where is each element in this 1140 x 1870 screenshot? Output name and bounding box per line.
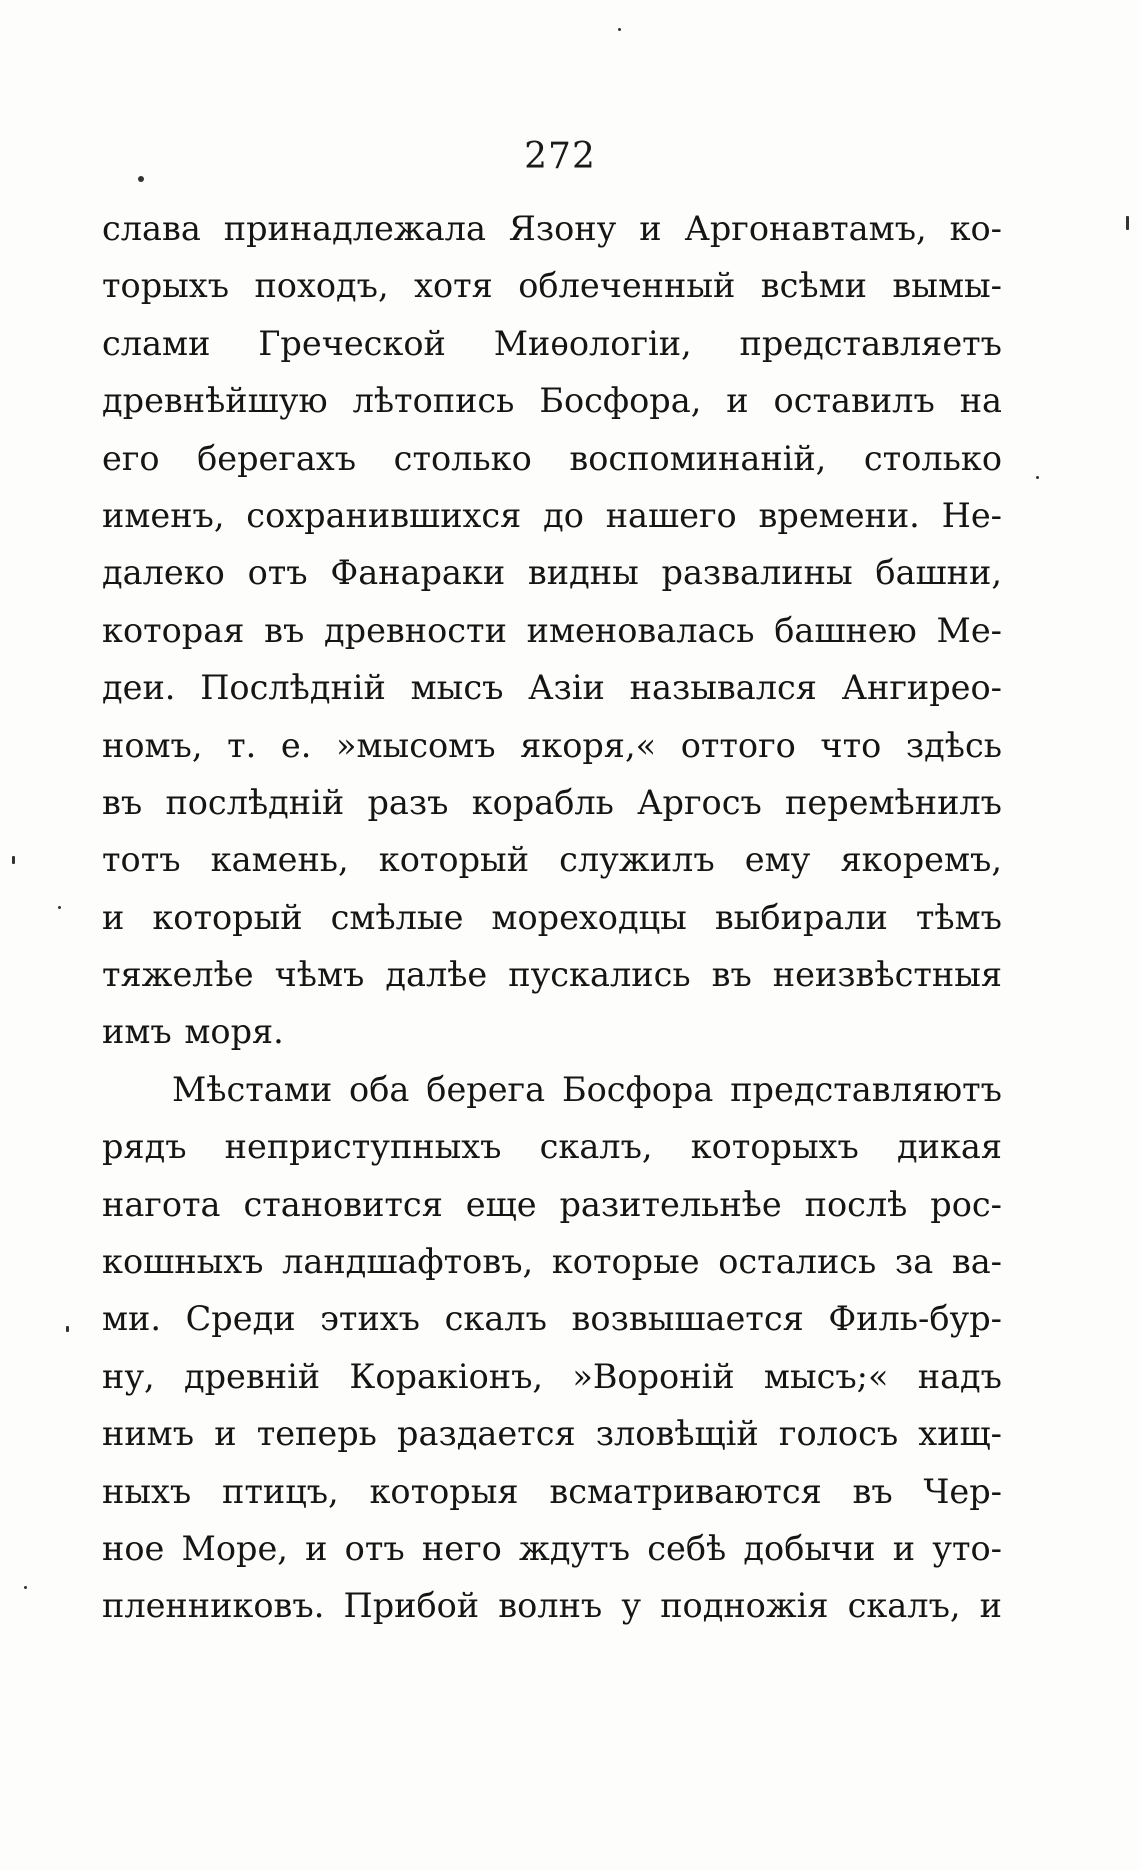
scan-speck xyxy=(66,1326,69,1332)
scan-speck xyxy=(138,176,144,182)
text-line: далеко отъ Фанараки видны развалины башни, xyxy=(102,553,1002,593)
text-line: ныхъ птицъ, которыя всматриваются въ Чер- xyxy=(102,1471,1002,1511)
text-line: номъ, т. е. »мысомъ якоря,« оттого что здѣсь xyxy=(102,725,1002,765)
text-line: имъ моря. xyxy=(102,1012,284,1052)
text-line: ное Море, и отъ него ждутъ себѣ добычи и уто- xyxy=(102,1528,1002,1568)
text-line: древнѣйшую лѣтопись Босфора, и оставилъ на xyxy=(102,381,1002,421)
scan-speck xyxy=(1126,216,1129,230)
text-line: тотъ камень, который служилъ ему якоремъ, xyxy=(102,840,1002,880)
text-line: ми. Среди этихъ скалъ возвышается Филь-бур- xyxy=(102,1299,1002,1339)
text-line: которая въ древности именовалась башнею Ме- xyxy=(102,610,1002,650)
text-line: слами Греческой Миѳологіи, представляетъ xyxy=(102,323,1002,363)
text-line: тяжелѣе чѣмъ далѣе пускались въ неизвѣстныя xyxy=(102,955,1002,995)
text-line: его берегахъ столько воспоминаній, столько xyxy=(102,438,1002,478)
scan-speck xyxy=(58,906,61,909)
text-line: кошныхъ ландшафтовъ, которые остались за ва- xyxy=(102,1242,1002,1282)
text-line: слава принадлежала Язону и Аргонавтамъ, ко- xyxy=(102,209,1002,248)
text-line: нимъ и теперь раздается зловѣщій голосъ хищ- xyxy=(102,1414,1002,1454)
scan-speck xyxy=(24,1586,27,1589)
text-line: рядъ неприступныхъ скалъ, которыхъ дикая xyxy=(102,1127,1002,1167)
scan-speck xyxy=(12,856,15,864)
text-line: пленниковъ. Прибой волнъ у подножія скалъ, и xyxy=(102,1586,1002,1626)
body-text xyxy=(102,200,1002,1635)
page-number: 272 xyxy=(524,136,596,177)
text-line: въ послѣдній разъ корабль Аргосъ перемѣнилъ xyxy=(102,782,1002,822)
text-line: Мѣстами оба берега Босфора представляютъ xyxy=(172,1069,1002,1109)
text-line: ну, древній Коракіонъ, »Вороній мысъ;« надъ xyxy=(102,1356,1002,1396)
text-line: и который смѣлые мореходцы выбирали тѣмъ xyxy=(102,897,1002,937)
scan-speck xyxy=(618,28,621,31)
text-line: именъ, сохранившихся до нашего времени. Не- xyxy=(102,495,1002,535)
text-line: торыхъ походъ, хотя облеченный всѣми вымы- xyxy=(102,266,1002,306)
text-line: нагота становится еще разительнѣе послѣ рос- xyxy=(102,1184,1002,1224)
text-line: деи. Послѣдній мысъ Азіи назывался Ангирео- xyxy=(102,668,1002,708)
scan-speck xyxy=(1036,476,1039,479)
